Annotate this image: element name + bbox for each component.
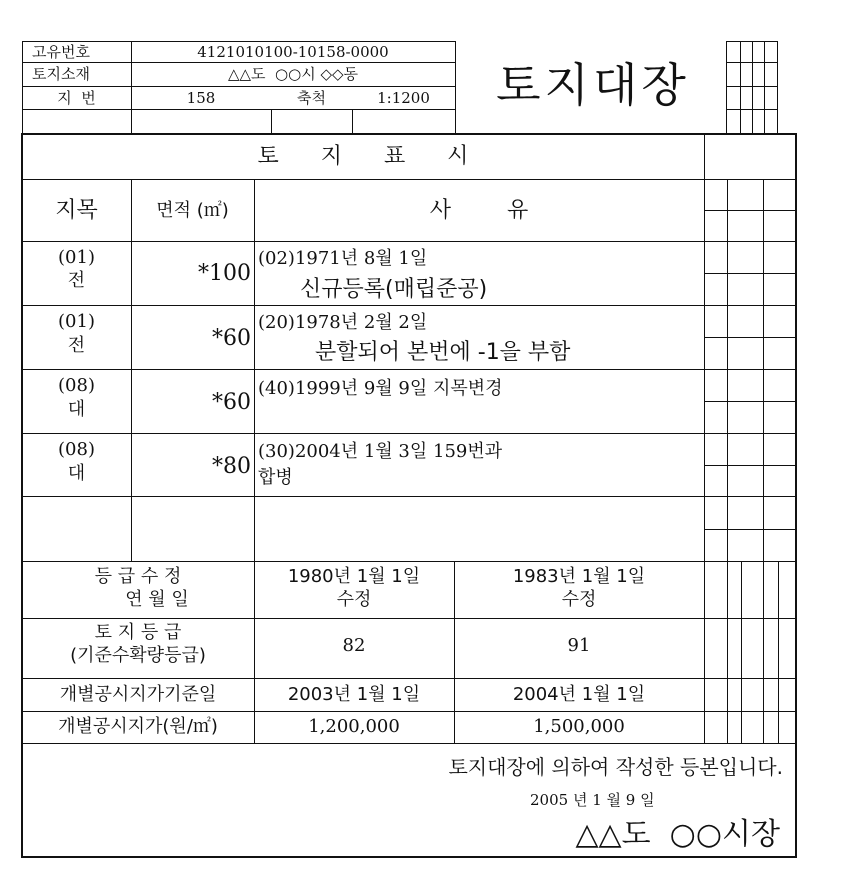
certification-text: 토지대장에 의하여 작성한 등본입니다. bbox=[448, 755, 783, 779]
row-code: (08) bbox=[58, 439, 95, 460]
row-area: *100 bbox=[198, 261, 251, 286]
row-area: *60 bbox=[212, 326, 251, 351]
grade-label: 토 지 등 급 bbox=[94, 622, 182, 643]
scale-value: 1:1200 bbox=[377, 89, 430, 107]
row-reason-line2: 분할되어 본번에 -1을 부함 bbox=[315, 340, 571, 365]
section-title: 토 지 표 시 bbox=[257, 144, 469, 169]
grade-label-sub: (기준수확량등급) bbox=[70, 645, 206, 666]
col-area: 면적 (㎡) bbox=[156, 200, 229, 221]
col-reason: 사 유 bbox=[429, 198, 529, 223]
price-label: 개별공시지가(원/㎡) bbox=[58, 716, 218, 737]
page-title: 토지대장 bbox=[496, 58, 690, 112]
revision-1-date: 1980년 1월 1일 bbox=[287, 566, 421, 587]
row-reason-line1: (02)1971년 8월 1일 bbox=[258, 248, 428, 269]
price-date-2: 2004년 1월 1일 bbox=[512, 684, 646, 705]
row-reason-line1: (30)2004년 1월 3일 159번과 bbox=[258, 441, 503, 462]
row-reason-line2: 합병 bbox=[258, 467, 293, 488]
price-1: 1,200,000 bbox=[308, 716, 400, 737]
row-reason-line1: (20)1978년 2월 2일 bbox=[258, 312, 428, 333]
lot-label: 지 번 bbox=[57, 89, 96, 107]
grade-2: 91 bbox=[567, 635, 591, 656]
row-area: *80 bbox=[212, 454, 251, 479]
row-category: 대 bbox=[67, 463, 86, 484]
revision-1-note: 수정 bbox=[336, 589, 372, 610]
price-date-1: 2003년 1월 1일 bbox=[287, 684, 421, 705]
row-code: (08) bbox=[58, 375, 95, 396]
row-category: 전 bbox=[67, 270, 86, 291]
location-value: △△도 ○○시 ◇◇동 bbox=[227, 65, 359, 83]
issue-date: 2005 년 1 월 9 일 bbox=[530, 791, 655, 809]
revision-2-date: 1983년 1월 1일 bbox=[512, 566, 646, 587]
lot-value: 158 bbox=[186, 89, 216, 107]
row-reason-line1: (40)1999년 9월 9일 지목변경 bbox=[258, 378, 503, 399]
col-category: 지목 bbox=[55, 198, 98, 223]
row-code: (01) bbox=[58, 247, 95, 268]
row-reason-line2: 신규등록(매립준공) bbox=[300, 277, 488, 302]
revision-2-note: 수정 bbox=[561, 589, 597, 610]
id-value: 4121010100-10158-0000 bbox=[197, 43, 389, 61]
row-code: (01) bbox=[58, 311, 95, 332]
scale-label: 축척 bbox=[297, 89, 326, 107]
price-date-label: 개별공시지가기준일 bbox=[59, 684, 217, 705]
row-area: *60 bbox=[212, 390, 251, 415]
location-label: 토지소재 bbox=[32, 65, 90, 83]
grade-1: 82 bbox=[342, 635, 366, 656]
row-category: 전 bbox=[67, 335, 86, 356]
price-2: 1,500,000 bbox=[533, 716, 625, 737]
revision-label-sub: 연 월 일 bbox=[125, 589, 189, 610]
row-category: 대 bbox=[67, 399, 86, 420]
revision-label: 등 급 수 정 bbox=[94, 566, 182, 587]
issuer: △△도 ○○시장 bbox=[575, 817, 780, 852]
id-label: 고유번호 bbox=[32, 43, 90, 61]
